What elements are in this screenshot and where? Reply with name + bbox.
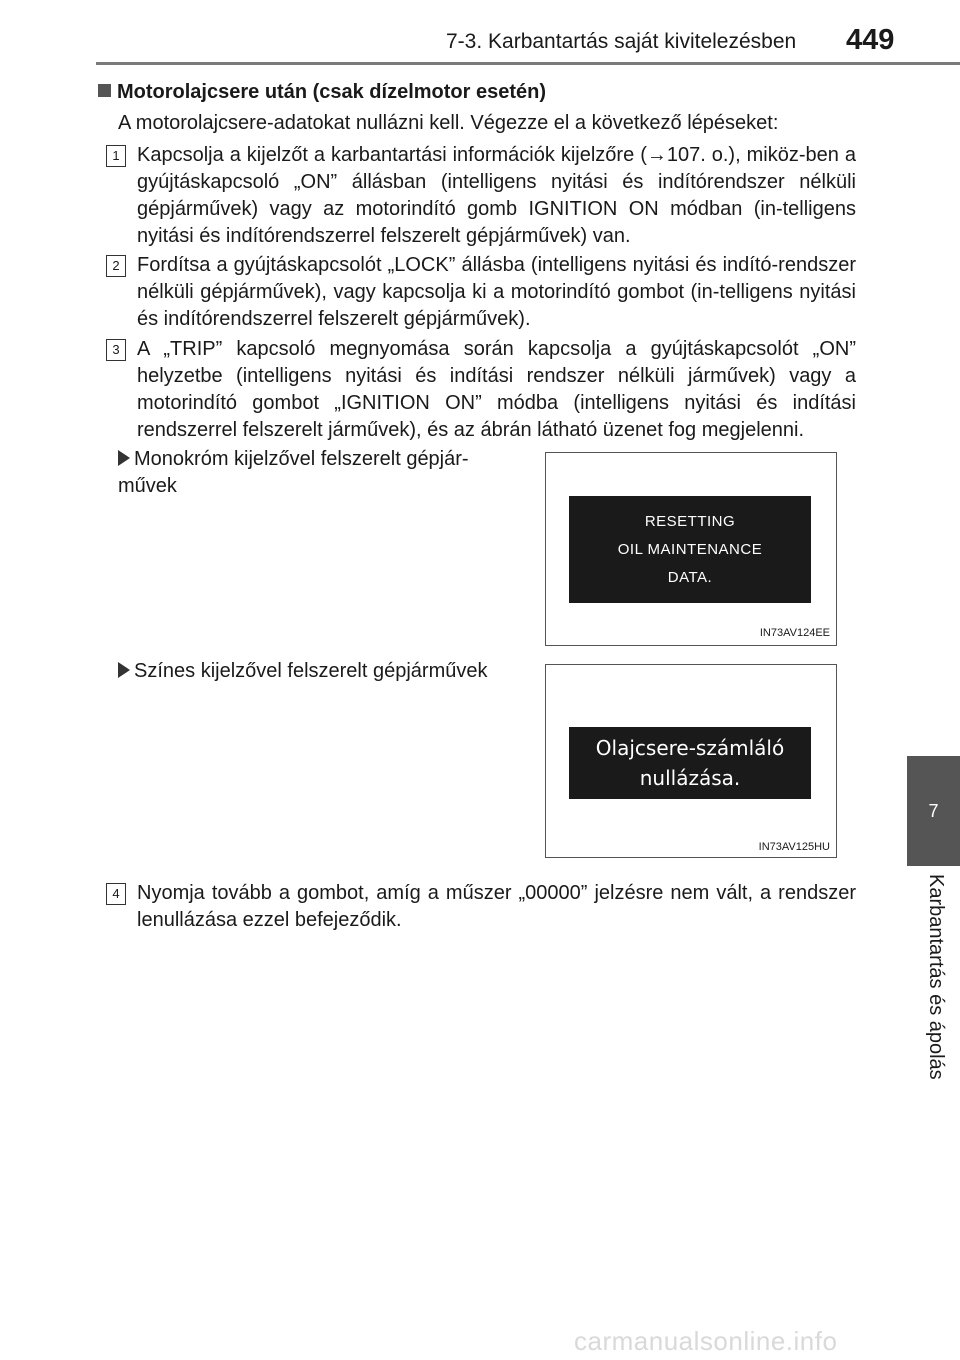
display-line: Olajcsere-számláló [595,736,785,760]
step-number-badge: 1 [106,145,126,167]
figure-color-display [545,664,837,858]
header-section-title: 7-3. Karbantartás saját kivitelezésben [446,30,797,53]
step-1 [106,142,856,250]
display-line: DATA. [667,569,713,586]
display-line: nullázása. [639,766,741,790]
triangle-arrow-icon [118,450,130,466]
variant-color [118,658,528,685]
monochrome-display-screen [569,496,811,603]
step-text: Fordítsa a gyújtáskapcsolót „LOCK” állásba (intelligens nyitási és indító-rendszer nélküli gépjárművek), vagy kapcsolja ki a motorindító gombot (in-telligens nyitási és indítórendszerrel felszerelt gépjárművek). [137,254,856,330]
figure-code: IN73AV125HU [758,841,830,853]
variant-label: Monokróm kijelzővel felszerelt gépjár-művek [118,448,469,497]
page-number: 449 [846,24,895,56]
step-2 [106,252,856,333]
step-4 [106,880,856,934]
step-text: Nyomja tovább a gombot, amíg a műszer „00000” jelzésre nem vált, a rendszer lenullázása ezzel befejeződik. [137,882,856,931]
section-intro: A motorolajcsere-adatokat nullázni kell. Végezze el a következő lépéseket: [118,112,779,134]
chapter-tab: 7 [907,756,960,866]
section-heading-text: Motorolajcsere után (csak dízelmotor esetén) [117,81,547,103]
figure-monochrome-display [545,452,837,646]
step-text: A „TRIP” kapcsoló megnyomása során kapcsolja a gyújtáskapcsolót „ON” helyzetbe (intelligens nyitási és indítási rendszer nélküli járművek) vagy a motorindító gombot „IGNITION ON” módba (intelligens nyitási és indítási rendszerrel felszerelt járművek), és az ábrán látható üzenet fog megjelenni. [137,338,856,441]
display-line: OIL MAINTENANCE [617,541,763,558]
header-divider [96,62,960,65]
step-number-badge: 4 [106,883,126,905]
step-text: Kapcsolja a kijelzőt a karbantartási információk kijelzőre (→107. o.), miköz-ben a gyújtáskapcsoló „ON” állásban (intelligens nyitási és indítórendszer nélküli gépjárművek) vagy az motorindító gomb IGNITION ON módban (in-telligens nyitási és indítórendszerrel felszerelt gépjárművek) van. [137,144,856,247]
variant-label: Színes kijelzővel felszerelt gépjárművek [134,660,488,682]
watermark: carmanualsonline.info [574,1326,838,1356]
figure-code: IN73AV124EE [759,627,830,639]
display-line: RESETTING [644,513,736,530]
step-number-badge: 2 [106,255,126,277]
section-heading [98,81,546,104]
square-bullet-icon [98,84,111,97]
step-3 [106,336,856,444]
variant-monochrome [118,446,518,500]
color-display-screen [569,727,811,799]
triangle-arrow-icon [118,662,130,678]
chapter-title-vertical: Karbantartás és ápolás [925,874,947,1080]
step-number-badge: 3 [106,339,126,361]
